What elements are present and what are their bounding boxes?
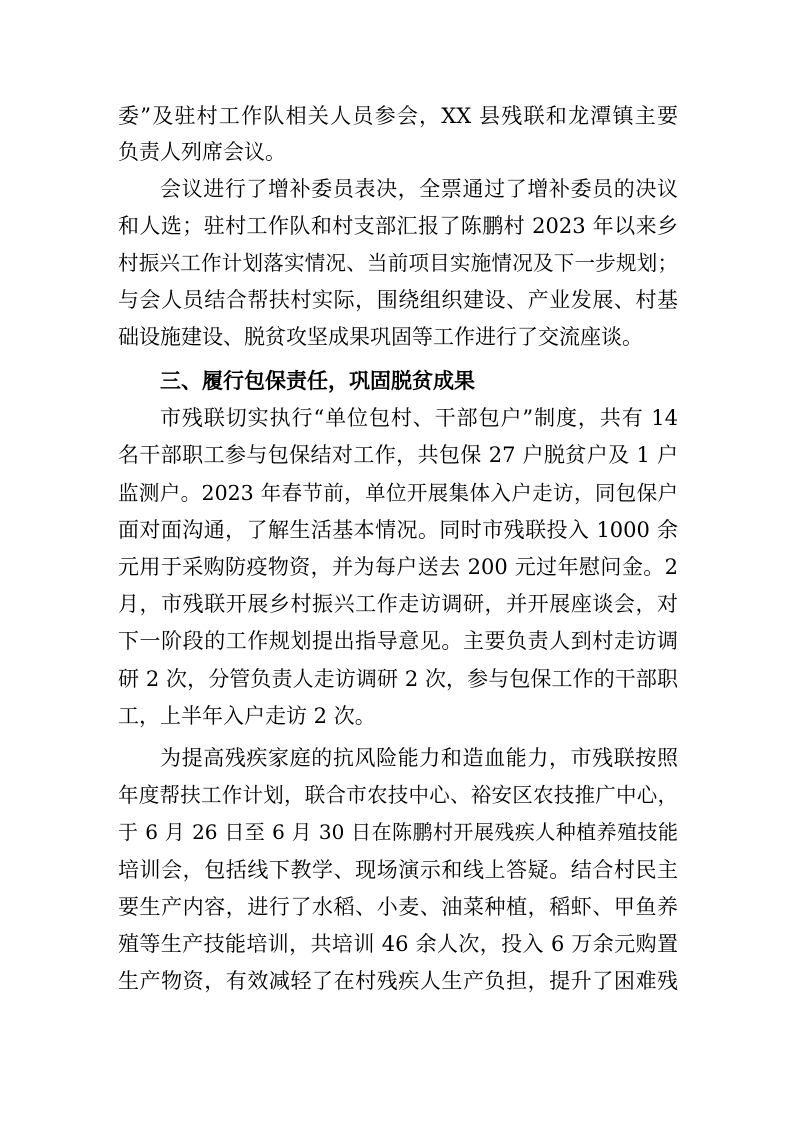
paragraph-line: 生产物资，有效减轻了在村残疾人生产负担，提升了困难残 [118, 969, 678, 993]
paragraph-line: 培训会，包括线下教学、现场演示和线上答疑。结合村民主 [118, 858, 678, 882]
paragraph-line: 下一阶段的工作规划提出指导意见。主要负责人到村走访调 [118, 629, 678, 653]
paragraph-line: 会议进行了增补委员表决，全票通过了增补委员的决议 [160, 177, 678, 201]
section-heading: 三、履行包保责任，巩固脱贫成果 [160, 369, 475, 393]
paragraph-line: 于 6 月 26 日至 6 月 30 日在陈鹏村开展残疾人种植养殖技能 [118, 820, 678, 844]
paragraph-line: 工，上半年入户走访 2 次。 [118, 704, 376, 728]
paragraph-line: 名干部职工参与包保结对工作，共包保 27 户脱贫户及 1 户 [118, 443, 678, 467]
paragraph-line: 础设施建设、脱贫攻坚成果巩固等工作进行了交流座谈。 [118, 325, 643, 349]
paragraph-line: 殖等生产技能培训，共培训 46 余人次，投入 6 万余元购置 [118, 932, 678, 956]
paragraph-line: 委”及驻村工作队相关人员参会，XX 县残联和龙潭镇主要 [118, 104, 678, 128]
paragraph-line: 和人选；驻村工作队和村支部汇报了陈鹏村 2023 年以来乡 [118, 214, 678, 238]
paragraph-line: 监测户。2023 年春节前，单位开展集体入户走访，同包保户 [118, 481, 678, 505]
paragraph-line: 月，市残联开展乡村振兴工作走访调研，并开展座谈会，对 [118, 592, 678, 616]
paragraph-line: 负责人列席会议。 [118, 140, 286, 164]
paragraph-line: 研 2 次，分管负责人走访调研 2 次，参与包保工作的干部职 [118, 667, 678, 691]
paragraph-line: 元用于采购防疫物资，并为每户送去 200 元过年慰问金。2 [118, 555, 678, 579]
paragraph-line: 村振兴工作计划落实情况、当前项目实施情况及下一步规划； [118, 251, 678, 275]
paragraph-line: 年度帮扶工作计划，联合市农技中心、裕安区农技推广中心， [118, 783, 678, 807]
paragraph-line: 为提高残疾家庭的抗风险能力和造血能力，市残联按照 [160, 746, 678, 770]
paragraph-line: 市残联切实执行“单位包村、干部包户”制度，共有 14 [160, 406, 678, 430]
paragraph-line: 面对面沟通，了解生活基本情况。同时市残联投入 1000 余 [118, 518, 678, 542]
paragraph-line: 与会人员结合帮扶村实际，围绕组织建设、产业发展、村基 [118, 288, 678, 312]
paragraph-line: 要生产内容，进行了水稻、小麦、油菜种植，稻虾、甲鱼养 [118, 895, 678, 919]
